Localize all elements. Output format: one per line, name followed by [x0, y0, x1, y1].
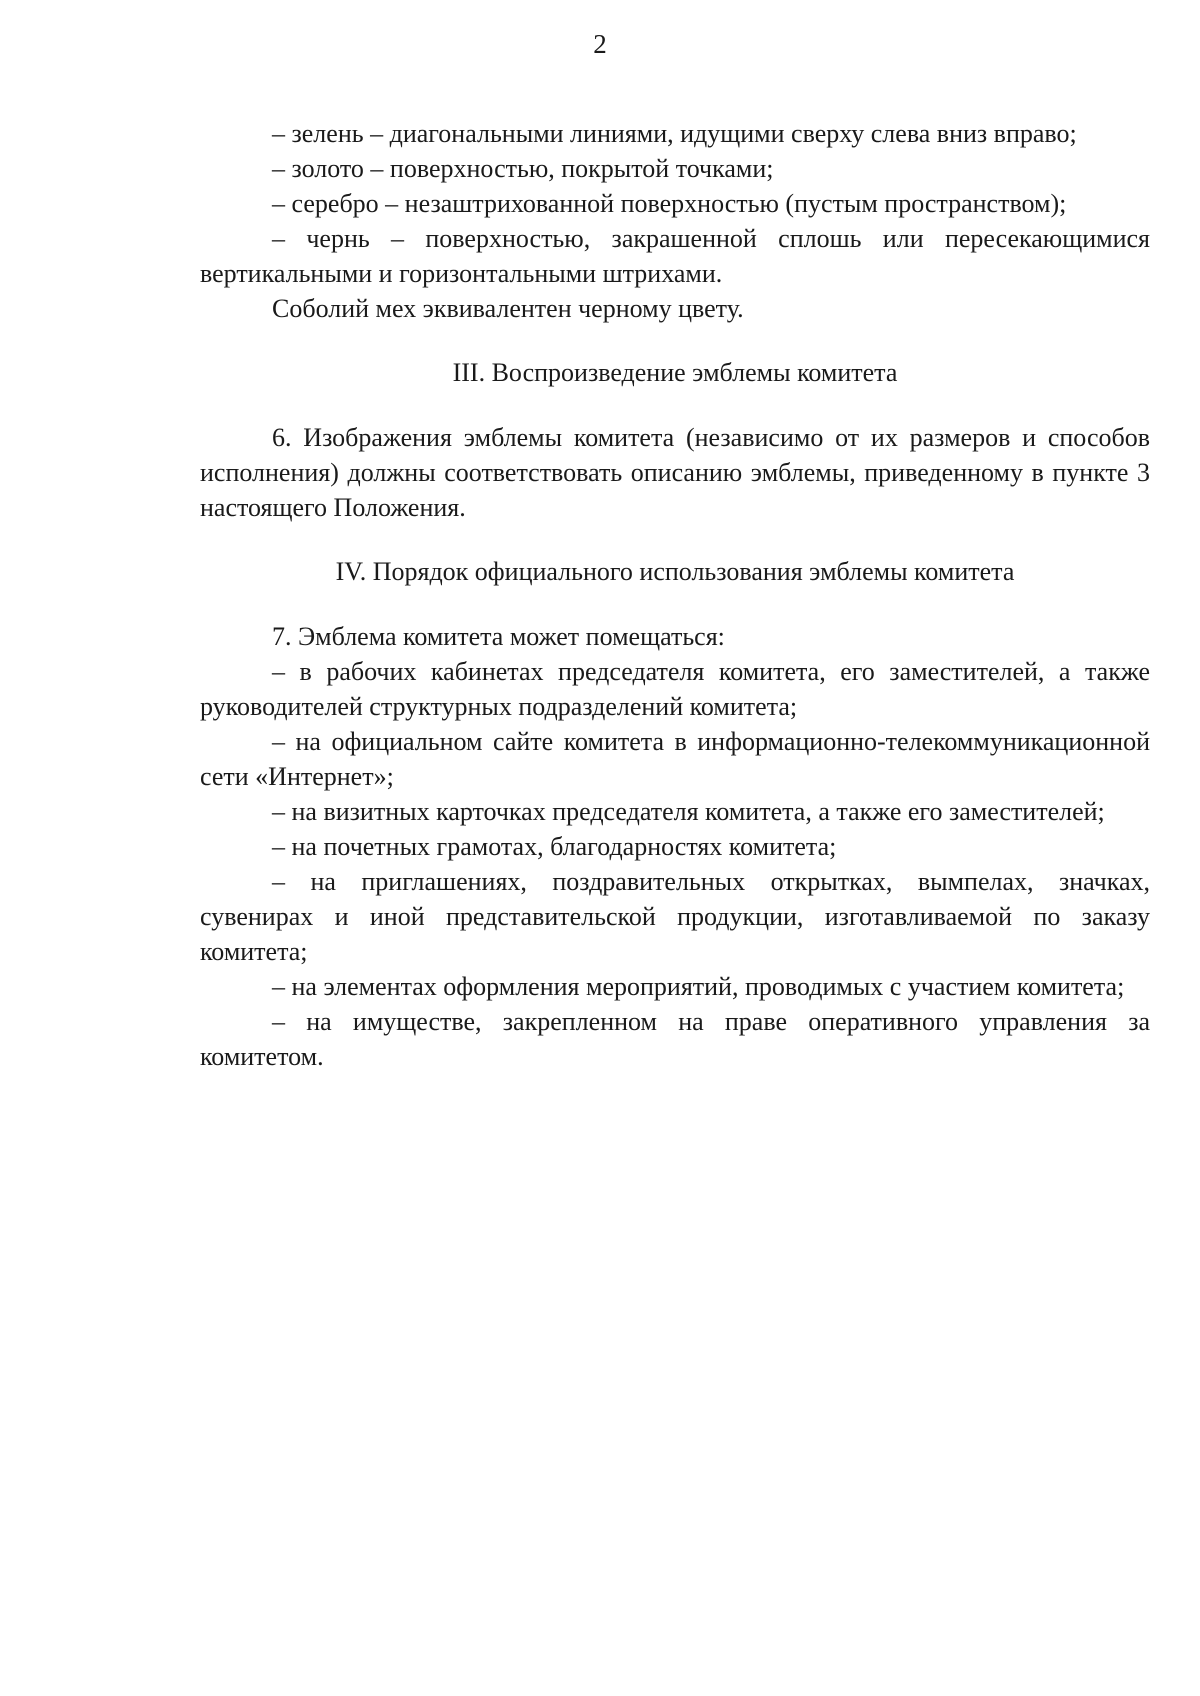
section-heading-reproduction: III. Воспроизведение эмблемы комитета [452, 358, 898, 387]
color-item-black: – чернь – поверхностью, закрашенной сплошь или пересекающимися вертикальными и горизонтальными штрихами. [200, 224, 1150, 288]
section-heading-official-use: IV. Порядок официального использования эмблемы комитета [335, 557, 1015, 586]
document-body [200, 116, 1150, 1074]
color-item-green: – зелень – диагональными линиями, идущими сверху слева вниз вправо; [272, 119, 1077, 148]
spacer [200, 326, 1150, 355]
use-item-property: – на имуществе, закрепленном на праве оперативного управления за комитетом. [200, 1007, 1150, 1071]
use-item-business-cards: – на визитных карточках председателя комитета, а также его заместителей; [272, 797, 1105, 826]
use-item-offices: – в рабочих кабинетах председателя комитета, его заместителей, а также руководителей структурных подразделений комитета; [200, 657, 1150, 721]
use-item-souvenirs: – на приглашениях, поздравительных открытках, вымпелах, значках, сувенирах и иной представительской продукции, изготавливаемой по заказу комитета; [200, 867, 1150, 966]
page-number: 2 [593, 29, 607, 59]
use-item-website: – на официальном сайте комитета в информационно-телекоммуникационной сети «Интернет»; [200, 727, 1150, 791]
spacer [200, 390, 1150, 420]
spacer [200, 589, 1150, 619]
paragraph-6: 6. Изображения эмблемы комитета (независимо от их размеров и способов исполнения) должны соответствовать описанию эмблемы, приведенному в пункте 3 настоящего Положения. [200, 423, 1150, 522]
use-item-events: – на элементах оформления мероприятий, проводимых с участием комитета; [272, 972, 1125, 1001]
use-item-certificates: – на почетных грамотах, благодарностях комитета; [272, 832, 837, 861]
paragraph-7: 7. Эмблема комитета может помещаться: [272, 622, 725, 651]
spacer [200, 525, 1150, 554]
color-item-gold: – золото – поверхностью, покрытой точками; [272, 154, 774, 183]
color-item-silver: – серебро – незаштрихованной поверхностью (пустым пространством); [272, 189, 1067, 218]
sable-fur-note: Соболий мех эквивалентен черному цвету. [272, 294, 744, 323]
